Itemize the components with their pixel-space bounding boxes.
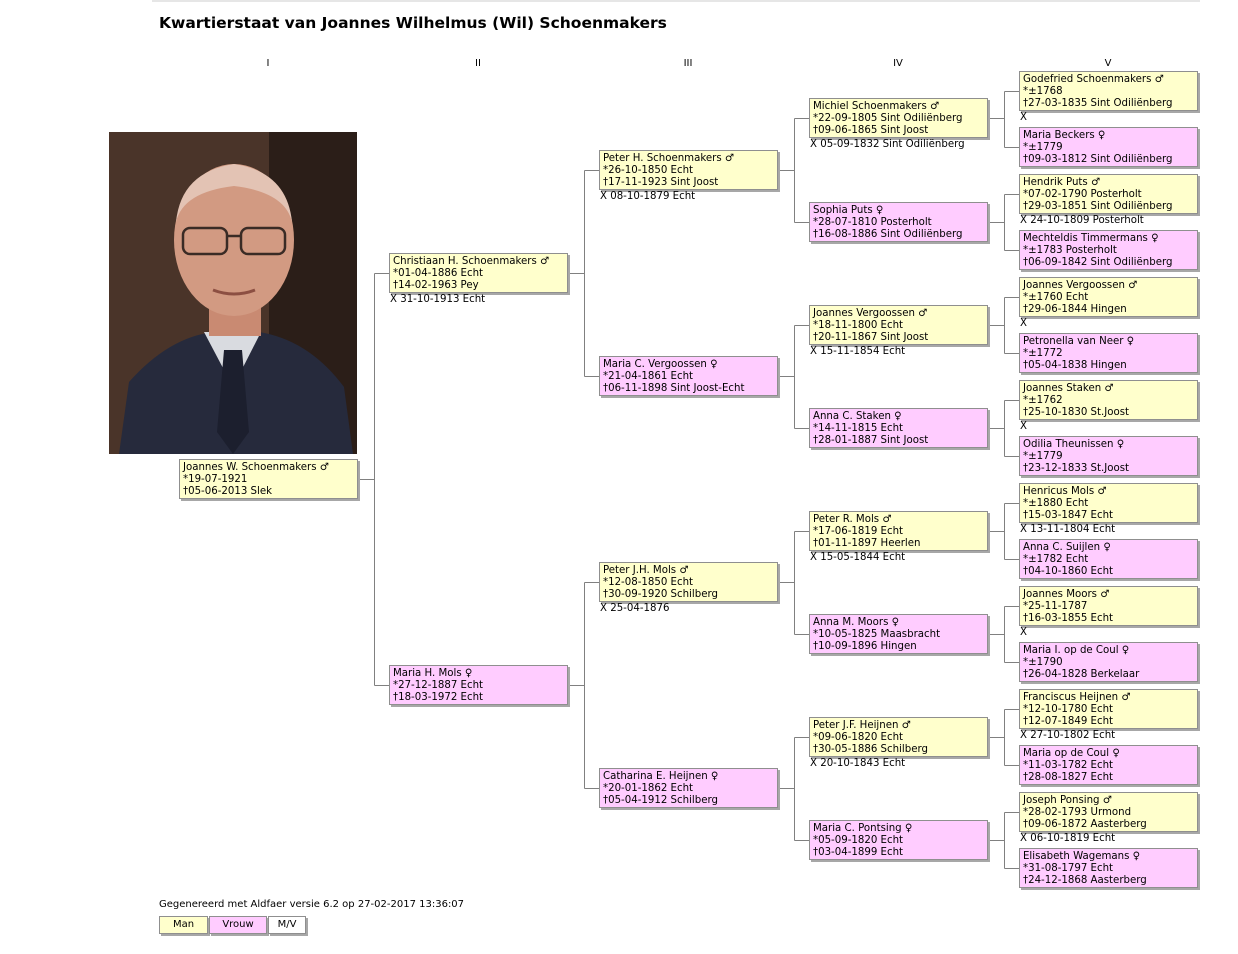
person-birth: *07-02-1790 Posterholt xyxy=(1023,189,1142,200)
person-name: Joannes Moors ♂ xyxy=(1023,589,1110,600)
person-box xyxy=(1019,127,1198,167)
person-box xyxy=(809,98,988,138)
person-box xyxy=(809,717,988,757)
person-name: Joannes Vergoossen ♂ xyxy=(1023,280,1138,291)
person-name: Anna M. Moors ♀ xyxy=(813,617,900,628)
marriage-label: X xyxy=(1020,112,1027,123)
person-death: †29-03-1851 Sint Odiliënberg xyxy=(1023,201,1173,212)
marriage-label: X 20-10-1843 Echt xyxy=(810,758,906,769)
marriage-label: X 25-04-1876 xyxy=(600,603,670,614)
person-name: Peter R. Mols ♂ xyxy=(813,514,892,525)
person-death: †09-03-1812 Sint Odiliënberg xyxy=(1023,154,1173,165)
generation-label: III xyxy=(683,58,693,69)
person-birth: *12-08-1850 Echt xyxy=(603,577,694,588)
person-birth: *22-09-1805 Sint Odiliënberg xyxy=(813,113,963,124)
person-box xyxy=(809,408,988,448)
person-name: Maria H. Mols ♀ xyxy=(393,668,473,679)
person-death: †24-12-1868 Aasterberg xyxy=(1023,875,1147,886)
person-box xyxy=(599,150,778,190)
person-birth: *25-11-1787 xyxy=(1023,601,1088,612)
person-death: †12-07-1849 Echt xyxy=(1023,716,1114,727)
marriage-label: X 05-09-1832 Sint Odiliënberg xyxy=(810,139,965,150)
person-birth: *±1880 Echt xyxy=(1023,498,1089,509)
person-birth: *11-03-1782 Echt xyxy=(1023,760,1114,771)
person-birth: *±1779 xyxy=(1023,451,1063,462)
person-box xyxy=(179,459,358,499)
person-death: †15-03-1847 Echt xyxy=(1023,510,1114,521)
person-box xyxy=(1019,277,1198,317)
person-birth: *09-06-1820 Echt xyxy=(813,732,904,743)
person-birth: *21-04-1861 Echt xyxy=(603,371,694,382)
person-name: Joannes W. Schoenmakers ♂ xyxy=(183,462,329,473)
person-box xyxy=(389,253,568,293)
person-death: †01-11-1897 Heerlen xyxy=(813,538,921,549)
person-death: †26-04-1828 Berkelaar xyxy=(1023,669,1140,680)
person-birth: *±1772 xyxy=(1023,348,1063,359)
person-box xyxy=(1019,380,1198,420)
person-name: Hendrik Puts ♂ xyxy=(1023,177,1101,188)
person-name: Maria C. Pontsing ♀ xyxy=(813,823,913,834)
person-box xyxy=(1019,848,1198,888)
person-birth: *±1768 xyxy=(1023,86,1063,97)
person-box xyxy=(1019,483,1198,523)
legend-mv: M/V xyxy=(268,916,306,934)
person-name: Godefried Schoenmakers ♂ xyxy=(1023,74,1164,85)
person-name: Peter J.H. Mols ♂ xyxy=(603,565,689,576)
person-birth: *10-05-1825 Maasbracht xyxy=(813,629,941,640)
person-name: Franciscus Heijnen ♂ xyxy=(1023,692,1131,703)
person-death: †30-05-1886 Schilberg xyxy=(813,744,928,755)
person-name: Peter H. Schoenmakers ♂ xyxy=(603,153,735,164)
person-name: Joannes Vergoossen ♂ xyxy=(813,308,928,319)
marriage-label: X xyxy=(1020,318,1027,329)
person-death: †05-04-1838 Hingen xyxy=(1023,360,1127,371)
person-death: †28-01-1887 Sint Joost xyxy=(813,435,929,446)
person-name: Maria Beckers ♀ xyxy=(1023,130,1106,141)
person-birth: *±1762 xyxy=(1023,395,1063,406)
person-death: †23-12-1833 St.Joost xyxy=(1023,463,1130,474)
person-name: Odilia Theunissen ♀ xyxy=(1023,439,1125,450)
person-box xyxy=(599,356,778,396)
person-name: Peter J.F. Heijnen ♂ xyxy=(813,720,911,731)
person-name: Maria C. Vergoossen ♀ xyxy=(603,359,718,370)
person-name: Maria I. op de Coul ♀ xyxy=(1023,645,1130,656)
person-birth: *28-02-1793 Urmond xyxy=(1023,807,1132,818)
person-death: †09-06-1865 Sint Joost xyxy=(813,125,929,136)
generated-by-footer: Gegenereerd met Aldfaer versie 6.2 op 27-02-2017 13:36:07 xyxy=(159,899,465,910)
person-birth: *31-08-1797 Echt xyxy=(1023,863,1114,874)
person-name: Joseph Ponsing ♂ xyxy=(1023,795,1112,806)
person-birth: *±1779 xyxy=(1023,142,1063,153)
generation-label: II xyxy=(475,58,481,69)
person-birth: *28-07-1810 Posterholt xyxy=(813,217,932,228)
person-birth: *12-10-1780 Echt xyxy=(1023,704,1114,715)
person-name: Henricus Mols ♂ xyxy=(1023,486,1107,497)
person-birth: *01-04-1886 Echt xyxy=(393,268,484,279)
page-title: Kwartierstaat van Joannes Wilhelmus (Wil) Schoenmakers xyxy=(159,14,667,32)
marriage-label: X xyxy=(1020,421,1027,432)
person-box xyxy=(809,511,988,551)
person-death: †16-08-1886 Sint Odiliënberg xyxy=(813,229,963,240)
person-birth: *20-01-1862 Echt xyxy=(603,783,694,794)
person-birth: *18-11-1800 Echt xyxy=(813,320,904,331)
person-death: †06-11-1898 Sint Joost-Echt xyxy=(603,383,745,394)
marriage-label: X 06-10-1819 Echt xyxy=(1020,833,1116,844)
person-birth: *±1790 xyxy=(1023,657,1063,668)
person-birth: *14-11-1815 Echt xyxy=(813,423,904,434)
person-box xyxy=(1019,642,1198,682)
person-death: †28-08-1827 Echt xyxy=(1023,772,1114,783)
person-death: †03-04-1899 Echt xyxy=(813,847,904,858)
person-birth: *19-07-1921 xyxy=(183,474,248,485)
person-box xyxy=(1019,745,1198,785)
legend-man: Man xyxy=(159,916,208,934)
person-death: †16-03-1855 Echt xyxy=(1023,613,1114,624)
person-death: †18-03-1972 Echt xyxy=(393,692,484,703)
person-name: Mechteldis Timmermans ♀ xyxy=(1023,233,1159,244)
person-death: †20-11-1867 Sint Joost xyxy=(813,332,929,343)
legend-vrouw: Vrouw xyxy=(209,916,267,934)
person-box xyxy=(1019,586,1198,626)
person-death: †27-03-1835 Sint Odiliënberg xyxy=(1023,98,1173,109)
person-birth: *26-10-1850 Echt xyxy=(603,165,694,176)
person-box xyxy=(1019,230,1198,270)
marriage-label: X 13-11-1804 Echt xyxy=(1020,524,1116,535)
person-birth: *±1783 Posterholt xyxy=(1023,245,1117,256)
generation-label: IV xyxy=(893,58,903,69)
marriage-label: X 31-10-1913 Echt xyxy=(390,294,486,305)
person-box xyxy=(599,562,778,602)
person-birth: *±1782 Echt xyxy=(1023,554,1089,565)
person-death: †30-09-1920 Schilberg xyxy=(603,589,718,600)
person-birth: *05-09-1820 Echt xyxy=(813,835,904,846)
person-name: Maria op de Coul ♀ xyxy=(1023,748,1120,759)
person-box xyxy=(809,820,988,860)
person-box xyxy=(1019,71,1198,111)
person-death: †17-11-1923 Sint Joost xyxy=(603,177,719,188)
person-box xyxy=(389,665,568,705)
person-death: †06-09-1842 Sint Odiliënberg xyxy=(1023,257,1173,268)
person-box xyxy=(1019,539,1198,579)
person-death: †09-06-1872 Aasterberg xyxy=(1023,819,1147,830)
person-name: Sophia Puts ♀ xyxy=(813,205,884,216)
marriage-label: X 27-10-1802 Echt xyxy=(1020,730,1116,741)
person-name: Anna C. Staken ♀ xyxy=(813,411,902,422)
person-name: Joannes Staken ♂ xyxy=(1023,383,1114,394)
person-box xyxy=(809,305,988,345)
person-name: Christiaan H. Schoenmakers ♂ xyxy=(393,256,550,267)
person-box xyxy=(599,768,778,808)
person-name: Petronella van Neer ♀ xyxy=(1023,336,1135,347)
person-birth: *17-06-1819 Echt xyxy=(813,526,904,537)
person-box xyxy=(809,202,988,242)
generation-label: V xyxy=(1104,58,1112,69)
person-box xyxy=(1019,333,1198,373)
person-death: †10-09-1896 Hingen xyxy=(813,641,917,652)
person-name: Elisabeth Wagemans ♀ xyxy=(1023,851,1141,862)
person-box xyxy=(1019,689,1198,729)
person-box xyxy=(809,614,988,654)
generation-label: I xyxy=(266,58,270,69)
person-death: †04-10-1860 Echt xyxy=(1023,566,1114,577)
person-box xyxy=(1019,436,1198,476)
marriage-label: X 15-11-1854 Echt xyxy=(810,346,906,357)
marriage-label: X xyxy=(1020,627,1027,638)
person-birth: *±1760 Echt xyxy=(1023,292,1089,303)
person-box xyxy=(1019,174,1198,214)
person-name: Catharina E. Heijnen ♀ xyxy=(603,771,719,782)
marriage-label: X 24-10-1809 Posterholt xyxy=(1020,215,1144,226)
person-name: Michiel Schoenmakers ♂ xyxy=(813,101,940,112)
person-death: †05-06-2013 Slek xyxy=(183,486,273,497)
person-name: Anna C. Suijlen ♀ xyxy=(1023,542,1111,553)
person-death: †14-02-1963 Pey xyxy=(393,280,479,291)
person-death: †29-06-1844 Hingen xyxy=(1023,304,1127,315)
marriage-label: X 08-10-1879 Echt xyxy=(600,191,696,202)
person-birth: *27-12-1887 Echt xyxy=(393,680,484,691)
person-box xyxy=(1019,792,1198,832)
person-death: †25-10-1830 St.Joost xyxy=(1023,407,1130,418)
person-death: †05-04-1912 Schilberg xyxy=(603,795,718,806)
marriage-label: X 15-05-1844 Echt xyxy=(810,552,906,563)
